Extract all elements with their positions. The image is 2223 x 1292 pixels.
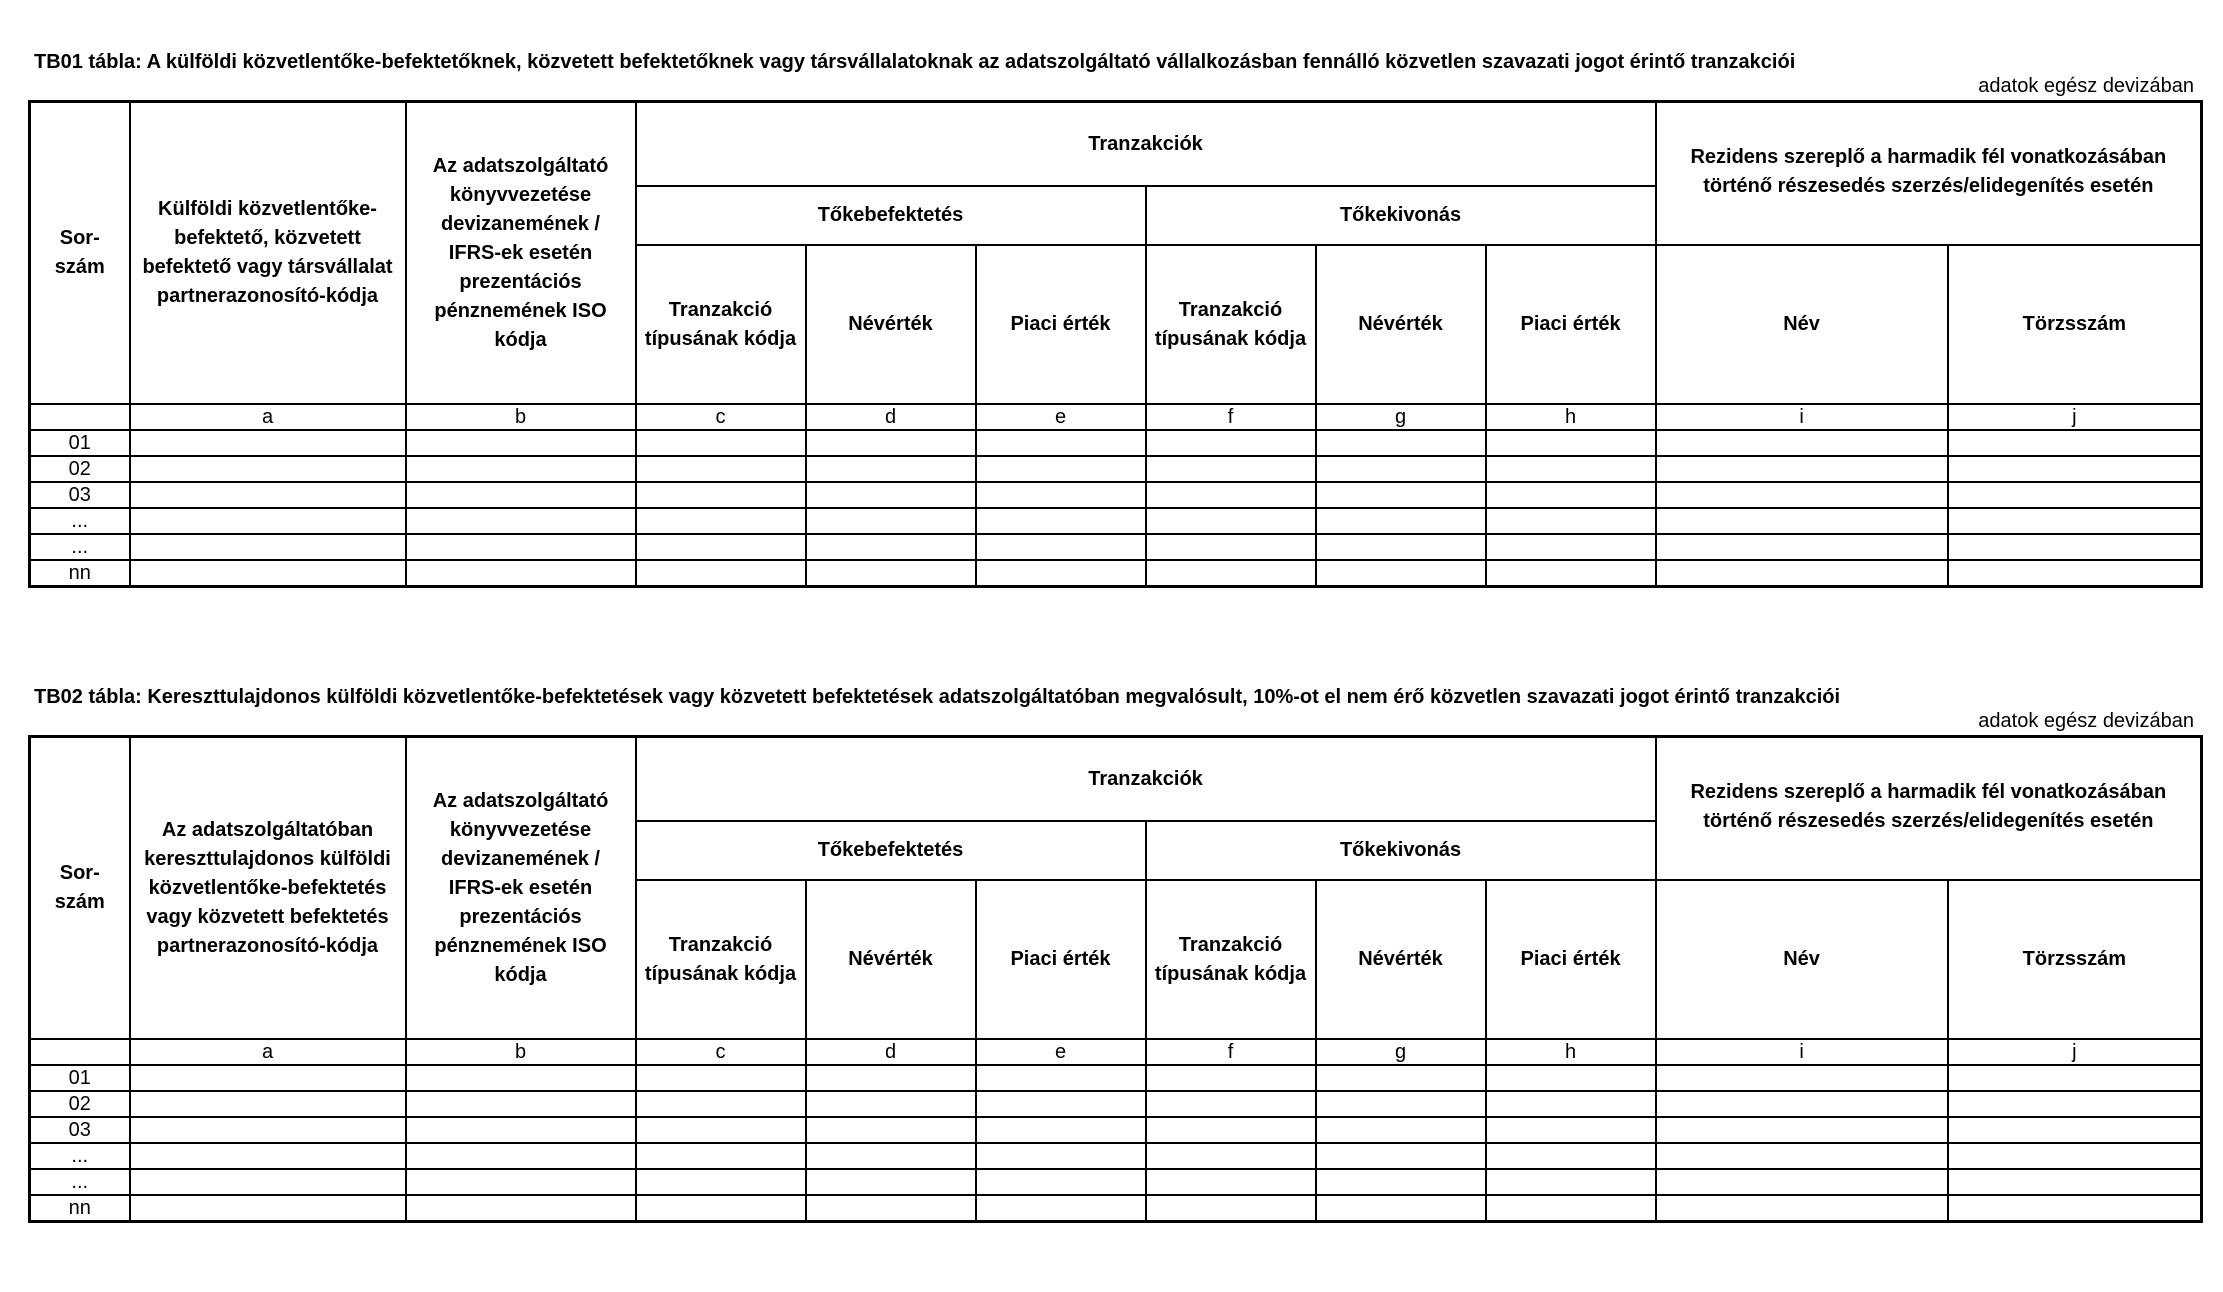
data-cell[interactable]	[1948, 482, 2202, 508]
data-cell[interactable]	[1948, 1169, 2202, 1195]
row-number: 02	[30, 1091, 130, 1117]
data-cell[interactable]	[1486, 1091, 1656, 1117]
column-letter: h	[1486, 404, 1656, 430]
header-tranzakciok: Tranzakciók	[636, 737, 1656, 822]
data-cell[interactable]	[130, 482, 406, 508]
table-unit-note: adatok egész devizában	[1978, 710, 2194, 732]
header-col-c: Tranzakció típusának kódja	[636, 880, 806, 1039]
data-cell[interactable]	[1948, 1117, 2202, 1143]
data-cell[interactable]	[1146, 534, 1316, 560]
data-cell[interactable]	[1146, 456, 1316, 482]
data-cell[interactable]	[1486, 534, 1656, 560]
data-cell[interactable]	[130, 508, 406, 534]
header-col-f: Tranzakció típusának kódja	[1146, 880, 1316, 1039]
header-col-e: Piaci érték	[976, 245, 1146, 404]
tb01-table-block	[28, 50, 2200, 588]
column-letter: e	[976, 1039, 1146, 1065]
data-cell[interactable]	[130, 456, 406, 482]
data-cell[interactable]	[636, 1169, 806, 1195]
data-cell[interactable]	[806, 456, 976, 482]
data-cell[interactable]	[806, 1195, 976, 1222]
data-cell[interactable]	[806, 560, 976, 587]
column-letter: a	[130, 404, 406, 430]
data-cell[interactable]	[406, 482, 636, 508]
data-cell[interactable]	[1316, 1143, 1486, 1169]
row-number: ...	[30, 1169, 130, 1195]
header-col-f: Tranzakció típusának kódja	[1146, 245, 1316, 404]
table-unit-note: adatok egész devizában	[1978, 75, 2194, 97]
data-cell[interactable]	[406, 1143, 636, 1169]
data-cell[interactable]	[1146, 1117, 1316, 1143]
data-cell[interactable]	[1146, 1091, 1316, 1117]
column-letter: j	[1948, 404, 2202, 430]
data-cell[interactable]	[1316, 482, 1486, 508]
tb01-grid	[28, 100, 2203, 588]
data-cell[interactable]	[636, 534, 806, 560]
data-cell[interactable]	[1316, 456, 1486, 482]
data-cell[interactable]	[1656, 1195, 1948, 1222]
header-col-j: Törzsszám	[1948, 880, 2202, 1039]
data-cell[interactable]	[1656, 482, 1948, 508]
data-cell[interactable]	[976, 430, 1146, 456]
column-letter: i	[1656, 404, 1948, 430]
row-number: 02	[30, 456, 130, 482]
data-cell[interactable]	[976, 1091, 1146, 1117]
data-cell[interactable]	[976, 482, 1146, 508]
data-cell[interactable]	[806, 482, 976, 508]
table-row	[30, 482, 2202, 508]
tb02-table-block	[28, 685, 2200, 1223]
tb01-body	[30, 430, 2202, 587]
data-cell[interactable]	[1486, 482, 1656, 508]
tb02-body	[30, 1065, 2202, 1222]
table-row	[30, 456, 2202, 482]
header-col-j: Törzsszám	[1948, 245, 2202, 404]
header-sorszam: Sor- szám	[30, 737, 130, 1040]
data-cell[interactable]	[976, 508, 1146, 534]
data-cell[interactable]	[1316, 534, 1486, 560]
header-col-b: Az adatszolgáltató könyvvezetése devizanemének / IFRS-ek esetén prezentációs pénznemének ISO kódja	[406, 102, 636, 405]
data-cell[interactable]	[806, 1091, 976, 1117]
header-col-d: Névérték	[806, 880, 976, 1039]
data-cell[interactable]	[406, 456, 636, 482]
data-cell[interactable]	[406, 1091, 636, 1117]
table-row	[30, 1143, 2202, 1169]
table-title: TB01 tábla: A külföldi közvetlentőke-befektetőknek, közvetett befektetőknek vagy társvállalatoknak az adatszolgáltató vállalkozásban fennálló közvetlen szavazati jogot érintő tranzakciói	[34, 51, 1796, 73]
data-cell[interactable]	[130, 1195, 406, 1222]
data-cell[interactable]	[406, 508, 636, 534]
data-cell[interactable]	[1316, 430, 1486, 456]
data-cell[interactable]	[806, 1169, 976, 1195]
data-cell[interactable]	[1316, 1117, 1486, 1143]
table-row	[30, 1091, 2202, 1117]
data-cell[interactable]	[1316, 508, 1486, 534]
data-cell[interactable]	[1486, 430, 1656, 456]
data-cell[interactable]	[1486, 1143, 1656, 1169]
column-letter: d	[806, 1039, 976, 1065]
header-col-e: Piaci érték	[976, 880, 1146, 1039]
data-cell[interactable]	[1146, 560, 1316, 587]
header-col-i: Név	[1656, 245, 1948, 404]
data-cell[interactable]	[1948, 430, 2202, 456]
data-cell[interactable]	[1146, 482, 1316, 508]
header-col-i: Név	[1656, 880, 1948, 1039]
data-cell[interactable]	[976, 1117, 1146, 1143]
column-letter	[30, 1039, 130, 1065]
data-cell[interactable]	[1656, 1065, 1948, 1091]
data-cell[interactable]	[1656, 534, 1948, 560]
data-cell[interactable]	[1146, 1065, 1316, 1091]
header-col-d: Névérték	[806, 245, 976, 404]
header-tokebefektetes: Tőkebefektetés	[636, 186, 1146, 245]
data-cell[interactable]	[976, 560, 1146, 587]
data-cell[interactable]	[1948, 560, 2202, 587]
data-cell[interactable]	[976, 1143, 1146, 1169]
header-col-g: Névérték	[1316, 880, 1486, 1039]
header-col-c: Tranzakció típusának kódja	[636, 245, 806, 404]
table-row	[30, 560, 2202, 587]
data-cell[interactable]	[1316, 1091, 1486, 1117]
data-cell[interactable]	[976, 534, 1146, 560]
data-cell[interactable]	[406, 430, 636, 456]
column-letter: j	[1948, 1039, 2202, 1065]
tb02-grid	[28, 735, 2203, 1223]
header-col-g: Névérték	[1316, 245, 1486, 404]
column-letter: f	[1146, 1039, 1316, 1065]
column-letter: f	[1146, 404, 1316, 430]
table-row	[30, 1169, 2202, 1195]
column-letter: h	[1486, 1039, 1656, 1065]
data-cell[interactable]	[130, 1117, 406, 1143]
data-cell[interactable]	[976, 1169, 1146, 1195]
data-cell[interactable]	[1948, 1143, 2202, 1169]
data-cell[interactable]	[1656, 430, 1948, 456]
data-cell[interactable]	[976, 456, 1146, 482]
data-cell[interactable]	[130, 1143, 406, 1169]
data-cell[interactable]	[806, 534, 976, 560]
data-cell[interactable]	[1146, 1143, 1316, 1169]
data-cell[interactable]	[1948, 1065, 2202, 1091]
data-cell[interactable]	[406, 560, 636, 587]
data-cell[interactable]	[806, 1117, 976, 1143]
data-cell[interactable]	[976, 1195, 1146, 1222]
column-letter: g	[1316, 1039, 1486, 1065]
data-cell[interactable]	[1656, 456, 1948, 482]
table-row	[30, 1117, 2202, 1143]
data-cell[interactable]	[1486, 1169, 1656, 1195]
row-number: ...	[30, 1143, 130, 1169]
header-col-h: Piaci érték	[1486, 245, 1656, 404]
column-letter: c	[636, 1039, 806, 1065]
header-tokebefektetes: Tőkebefektetés	[636, 821, 1146, 880]
table-title: TB02 tábla: Kereszttulajdonos külföldi közvetlentőke-befektetések vagy közvetett befektetések adatszolgáltatóban megvalósult, 10%-ot el nem érő közvetlen szavazati jogot érintő tranzakciói	[34, 686, 1841, 708]
data-cell[interactable]	[1486, 1065, 1656, 1091]
data-cell[interactable]	[1948, 456, 2202, 482]
header-tranzakciok: Tranzakciók	[636, 102, 1656, 187]
data-cell[interactable]	[1316, 1195, 1486, 1222]
data-cell[interactable]	[1656, 1117, 1948, 1143]
data-cell[interactable]	[130, 534, 406, 560]
data-cell[interactable]	[636, 482, 806, 508]
data-cell[interactable]	[406, 1065, 636, 1091]
data-cell[interactable]	[806, 508, 976, 534]
data-cell[interactable]	[406, 534, 636, 560]
column-letter: b	[406, 1039, 636, 1065]
data-cell[interactable]	[1656, 1143, 1948, 1169]
column-letter: b	[406, 404, 636, 430]
row-number: 01	[30, 430, 130, 456]
header-col-a: Külföldi közvetlentőke-befektető, közvetett befektető vagy társvállalat partnerazonosító-kódja	[130, 102, 406, 405]
row-number: 03	[30, 1117, 130, 1143]
row-number: ...	[30, 508, 130, 534]
data-cell[interactable]	[1656, 560, 1948, 587]
column-letter: a	[130, 1039, 406, 1065]
data-cell[interactable]	[636, 1117, 806, 1143]
data-cell[interactable]	[976, 1065, 1146, 1091]
row-number: 01	[30, 1065, 130, 1091]
header-col-a: Az adatszolgáltatóban kereszttulajdonos külföldi közvetlentőke-befektetés vagy közvetett befektetés partnerazonosító-kódja	[130, 737, 406, 1040]
header-rezidens: Rezidens szereplő a harmadik fél vonatkozásában történő részesedés szerzés/elidegenítés esetén	[1656, 102, 2202, 246]
data-cell[interactable]	[1316, 1065, 1486, 1091]
column-letter: d	[806, 404, 976, 430]
data-cell[interactable]	[636, 1091, 806, 1117]
data-cell[interactable]	[806, 1065, 976, 1091]
column-letter: g	[1316, 404, 1486, 430]
column-letter: e	[976, 404, 1146, 430]
data-cell[interactable]	[1486, 560, 1656, 587]
row-number: nn	[30, 560, 130, 587]
data-cell[interactable]	[406, 1195, 636, 1222]
data-cell[interactable]	[130, 1169, 406, 1195]
data-cell[interactable]	[406, 1117, 636, 1143]
data-cell[interactable]	[636, 456, 806, 482]
data-cell[interactable]	[806, 1143, 976, 1169]
table-row	[30, 1195, 2202, 1222]
row-number: nn	[30, 1195, 130, 1222]
data-cell[interactable]	[1948, 1195, 2202, 1222]
header-tokekivonas: Tőkekivonás	[1146, 821, 1656, 880]
data-cell[interactable]	[130, 1065, 406, 1091]
data-cell[interactable]	[1948, 508, 2202, 534]
table-row	[30, 508, 2202, 534]
data-cell[interactable]	[1316, 1169, 1486, 1195]
data-cell[interactable]	[1146, 430, 1316, 456]
table-row	[30, 430, 2202, 456]
data-cell[interactable]	[636, 508, 806, 534]
column-letter	[30, 404, 130, 430]
data-cell[interactable]	[1486, 456, 1656, 482]
data-cell[interactable]	[406, 1169, 636, 1195]
table-row	[30, 534, 2202, 560]
data-cell[interactable]	[1486, 1195, 1656, 1222]
column-letter: c	[636, 404, 806, 430]
data-cell[interactable]	[1146, 1195, 1316, 1222]
data-cell[interactable]	[1948, 1091, 2202, 1117]
data-cell[interactable]	[1656, 1169, 1948, 1195]
data-cell[interactable]	[636, 560, 806, 587]
data-cell[interactable]	[636, 1195, 806, 1222]
row-number: ...	[30, 534, 130, 560]
header-rezidens: Rezidens szereplő a harmadik fél vonatkozásában történő részesedés szerzés/elidegenítés esetén	[1656, 737, 2202, 881]
data-cell[interactable]	[1486, 508, 1656, 534]
data-cell[interactable]	[1656, 508, 1948, 534]
data-cell[interactable]	[1486, 1117, 1656, 1143]
data-cell[interactable]	[1316, 560, 1486, 587]
data-cell[interactable]	[1146, 508, 1316, 534]
data-cell[interactable]	[1146, 1169, 1316, 1195]
row-number: 03	[30, 482, 130, 508]
data-cell[interactable]	[636, 1065, 806, 1091]
table-row	[30, 1065, 2202, 1091]
data-cell[interactable]	[636, 1143, 806, 1169]
data-cell[interactable]	[130, 1091, 406, 1117]
data-cell[interactable]	[806, 430, 976, 456]
header-col-h: Piaci érték	[1486, 880, 1656, 1039]
header-col-b: Az adatszolgáltató könyvvezetése devizanemének / IFRS-ek esetén prezentációs pénznemének ISO kódja	[406, 737, 636, 1040]
data-cell[interactable]	[1656, 1091, 1948, 1117]
column-letter: i	[1656, 1039, 1948, 1065]
data-cell[interactable]	[1948, 534, 2202, 560]
header-sorszam: Sor- szám	[30, 102, 130, 405]
data-cell[interactable]	[130, 430, 406, 456]
data-cell[interactable]	[636, 430, 806, 456]
data-cell[interactable]	[130, 560, 406, 587]
header-tokekivonas: Tőkekivonás	[1146, 186, 1656, 245]
